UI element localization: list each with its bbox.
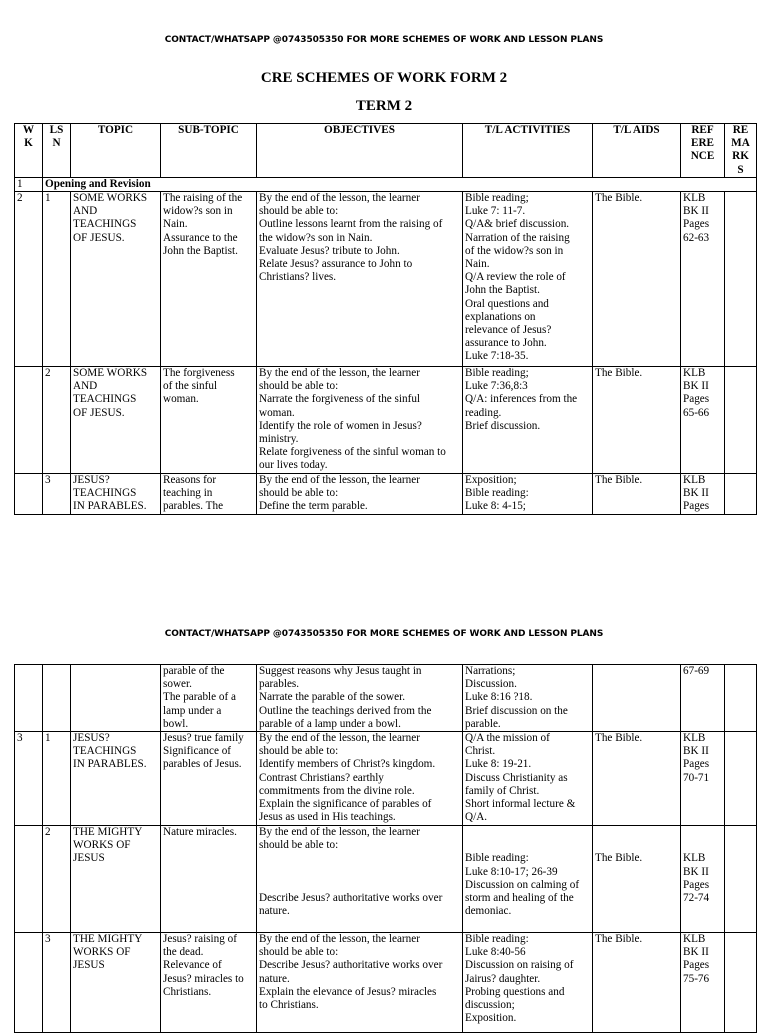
- cell-line: Bible reading;: [465, 367, 529, 380]
- cell-line: BK II: [683, 380, 709, 393]
- cell-line: of the sinful: [163, 380, 218, 393]
- document-title: CRE SCHEMES OF WORK FORM 2: [260, 70, 508, 86]
- cell-line: John the Baptist.: [163, 244, 238, 257]
- cell-line: should be able to:: [259, 380, 339, 393]
- lesson-cell: 1: [43, 192, 71, 367]
- cell-line: Narrations;: [465, 665, 516, 677]
- cell-line: Jairus? daughter.: [465, 972, 541, 985]
- remarks-cell: [725, 665, 757, 732]
- cell-line: By the end of the lesson, the learner: [259, 367, 420, 380]
- topic-cell: [71, 192, 161, 367]
- cell-line: KLB: [683, 933, 706, 946]
- cell-line: T/L AIDS: [613, 124, 660, 136]
- cell-line: The Bible.: [595, 474, 643, 487]
- cell-line: The Bible.: [595, 192, 643, 205]
- cell-line: Discussion.: [465, 678, 517, 691]
- cell-line: SOME WORKS: [73, 367, 148, 380]
- cell-line: K: [24, 137, 33, 150]
- cell-line: Luke 8:40-56: [465, 946, 526, 959]
- cell-line: T/L ACTIVITIES: [484, 124, 571, 136]
- cell-line: Explain the elevance of Jesus? miracles: [259, 985, 437, 998]
- cell-line: parable.: [465, 717, 501, 730]
- remarks-cell: [725, 367, 757, 474]
- cell-line: ministry.: [259, 433, 299, 446]
- cell-line: Narration of the raising: [465, 231, 570, 244]
- cell-line: 65-66: [683, 406, 710, 419]
- cell-line: the dead.: [163, 946, 204, 959]
- cell-line: Pages: [683, 959, 710, 972]
- week-cell: [15, 367, 43, 474]
- cell-line: RE: [732, 124, 749, 136]
- cell-line: Relevance of: [163, 959, 222, 972]
- contact-banner-bottom: CONTACT/WHATSAPP @0743505350 FOR MORE SCHEMES OF WORK AND LESSON PLANS: [164, 629, 604, 639]
- activities-cell: [463, 192, 593, 367]
- cell-line: parables.: [259, 678, 300, 691]
- cell-line: [595, 826, 678, 839]
- lesson-row: [15, 367, 757, 474]
- cell-line: Nain.: [465, 258, 490, 271]
- week-cell: [15, 933, 43, 1033]
- cell-line: Luke 8:16 ?18.: [465, 691, 533, 704]
- remarks-cell: [725, 826, 757, 933]
- lesson-row: [15, 933, 757, 1033]
- subtopic-cell: [161, 367, 257, 474]
- cell-line: By the end of the lesson, the learner: [259, 732, 420, 745]
- cell-line: Define the term parable.: [259, 500, 368, 513]
- table-header-row: [15, 124, 757, 178]
- header-aids: [593, 124, 681, 178]
- header-reference: [681, 124, 725, 178]
- cell-line: JESUS: [73, 959, 105, 972]
- header-remarks: [725, 124, 757, 178]
- cell-line: should be able to:: [259, 487, 339, 500]
- week-cell: 2: [15, 192, 43, 367]
- cell-line: By the end of the lesson, the learner: [259, 826, 420, 839]
- cell-line: [259, 866, 460, 879]
- cell-line: Outline lessons learnt from the raising of: [259, 218, 443, 231]
- cell-line: Reasons for: [163, 474, 217, 487]
- lesson-row: [15, 732, 757, 826]
- cell-line: parables. The: [163, 500, 224, 513]
- cell-line: Outline the teachings derived from the: [259, 704, 432, 717]
- cell-line: Bible reading:: [465, 487, 529, 500]
- cell-line: [465, 839, 590, 852]
- activities-cell: [463, 367, 593, 474]
- week-cell: 3: [15, 732, 43, 826]
- cell-line: Christ.: [465, 745, 496, 758]
- activities-cell: [463, 732, 593, 826]
- cell-line: W: [22, 124, 35, 136]
- lesson-cell: 3: [43, 933, 71, 1033]
- cell-line: By the end of the lesson, the learner: [259, 933, 420, 946]
- topic-cell: [71, 367, 161, 474]
- cell-line: Exposition.: [465, 1012, 517, 1025]
- cell-line: LS: [49, 124, 64, 136]
- cell-line: relevance of Jesus?: [465, 324, 552, 337]
- cell-line: Explain the significance of parables of: [259, 798, 432, 811]
- cell-line: OBJECTIVES: [324, 124, 395, 136]
- lesson-row: [15, 192, 757, 367]
- cell-line: parable of a lamp under a bowl.: [259, 717, 401, 730]
- cell-line: 75-76: [683, 972, 710, 985]
- aids-cell: [593, 367, 681, 474]
- lesson-row: [15, 474, 757, 515]
- cell-line: JESUS: [73, 852, 105, 865]
- cell-line: THE MIGHTY: [73, 933, 143, 946]
- cell-line: The Bible.: [595, 367, 643, 380]
- cell-line: The Bible.: [595, 933, 643, 946]
- cell-line: Oral questions and: [465, 297, 549, 310]
- cell-line: Christians.: [163, 985, 212, 998]
- aids-cell: [593, 665, 681, 732]
- contact-banner-top: CONTACT/WHATSAPP @0743505350 FOR MORE SCHEMES OF WORK AND LESSON PLANS: [164, 35, 604, 45]
- objectives-cell: [257, 192, 463, 367]
- reference-cell: [681, 474, 725, 515]
- cell-line: Short informal lecture &: [465, 798, 576, 811]
- cell-line: The raising of the: [163, 192, 243, 205]
- activities-cell: [463, 933, 593, 1033]
- cell-line: Suggest reasons why Jesus taught in: [259, 665, 422, 677]
- cell-line: The forgiveness: [163, 367, 235, 380]
- cell-line: family of Christ.: [465, 784, 540, 797]
- cell-line: TEACHINGS: [73, 393, 137, 406]
- activities-cell: [463, 826, 593, 933]
- cell-line: Luke 7:18-35.: [465, 350, 529, 363]
- cell-line: [465, 826, 590, 839]
- topic-cell: [71, 665, 161, 732]
- cell-line: AND: [73, 205, 98, 218]
- cell-line: 62-63: [683, 231, 710, 244]
- cell-line: Q/A& brief discussion.: [465, 218, 570, 231]
- cell-line: Evaluate Jesus? tribute to John.: [259, 244, 400, 257]
- cell-line: The Bible.: [595, 852, 643, 865]
- topic-cell: [71, 732, 161, 826]
- cell-line: BK II: [683, 865, 709, 878]
- cell-line: REF: [691, 124, 714, 136]
- cell-line: Q/A: inferences from the: [465, 393, 578, 406]
- cell-line: teaching in: [163, 487, 213, 500]
- cell-line: parable of the: [163, 665, 225, 677]
- cell-line: The Bible.: [595, 732, 643, 745]
- cell-line: Pages: [683, 878, 710, 891]
- cell-line: Nature miracles.: [163, 826, 237, 839]
- cell-line: Q/A.: [465, 811, 488, 824]
- cell-line: should be able to:: [259, 946, 339, 959]
- scheme-table-page-2: [14, 664, 757, 1033]
- cell-line: commitments from the divine role.: [259, 784, 415, 797]
- cell-line: KLB: [683, 852, 706, 865]
- cell-line: By the end of the lesson, the learner: [259, 192, 420, 205]
- objectives-cell: [257, 826, 463, 933]
- cell-line: assurance to John.: [465, 337, 547, 350]
- objectives-cell: [257, 367, 463, 474]
- lesson-cell: 2: [43, 826, 71, 933]
- remarks-cell: [725, 732, 757, 826]
- cell-line: Describe Jesus? authoritative works over: [259, 959, 443, 972]
- objectives-cell: [257, 732, 463, 826]
- cell-line: KLB: [683, 367, 706, 380]
- cell-line: Luke 7: 11-7.: [465, 205, 526, 218]
- cell-line: 72-74: [683, 892, 710, 905]
- cell-line: our lives today.: [259, 459, 328, 472]
- cell-line: Luke 8:10-17; 26-39: [465, 865, 558, 878]
- cell-line: of the widow?s son in: [465, 244, 564, 257]
- cell-line: Pages: [683, 500, 710, 513]
- cell-line: S: [737, 163, 744, 176]
- cell-line: Jesus as used in His teachings.: [259, 811, 396, 824]
- activities-cell: [463, 474, 593, 515]
- reference-cell: [681, 732, 725, 826]
- scheme-table-page-1: [14, 123, 757, 515]
- subtopic-cell: [161, 732, 257, 826]
- subtopic-cell: [161, 192, 257, 367]
- topic-cell: [71, 933, 161, 1033]
- header-wk: [15, 124, 43, 178]
- cell-line: TEACHINGS: [73, 745, 137, 758]
- cell-line: woman.: [259, 406, 295, 419]
- cell-line: [259, 879, 460, 892]
- cell-line: N: [52, 137, 61, 150]
- cell-line: Q/A the mission of: [465, 732, 550, 745]
- lesson-cell: 3: [43, 474, 71, 515]
- cell-line: reading.: [465, 406, 502, 419]
- aids-cell: [593, 474, 681, 515]
- cell-line: KLB: [683, 192, 706, 205]
- cell-line: SUB-TOPIC: [178, 124, 239, 136]
- cell-line: Discussion on raising of: [465, 959, 574, 972]
- cell-line: should be able to:: [259, 205, 339, 218]
- cell-line: Relate Jesus? assurance to John to: [259, 258, 413, 271]
- cell-line: BK II: [683, 487, 709, 500]
- cell-line: Nain.: [163, 218, 188, 231]
- cell-line: to Christians.: [259, 999, 319, 1012]
- cell-line: BK II: [683, 946, 709, 959]
- cell-line: Significance of: [163, 745, 232, 758]
- cell-line: AND: [73, 380, 98, 393]
- cell-line: parables of Jesus.: [163, 758, 242, 771]
- cell-line: JESUS?: [73, 732, 110, 745]
- term-heading: TERM 2: [355, 98, 413, 114]
- cell-line: Bible reading;: [465, 192, 529, 205]
- lesson-row: [15, 826, 757, 933]
- cell-line: nature.: [259, 905, 290, 918]
- cell-line: Exposition;: [465, 474, 517, 487]
- cell-line: Narrate the forgiveness of the sinful: [259, 393, 421, 406]
- lesson-cell: [43, 665, 71, 732]
- cell-line: Identify members of Christ?s kingdom.: [259, 758, 436, 771]
- cell-line: John the Baptist.: [465, 284, 540, 297]
- header-objectives: [257, 124, 463, 178]
- week-cell: [15, 474, 43, 515]
- cell-line: Describe Jesus? authoritative works over: [259, 892, 443, 905]
- cell-line: Jesus? raising of: [163, 933, 237, 946]
- cell-line: Jesus? true family: [163, 732, 244, 745]
- reference-cell: [681, 826, 725, 933]
- cell-line: [259, 852, 460, 865]
- aids-cell: [593, 826, 681, 933]
- cell-line: Luke 7:36,8:3: [465, 380, 528, 393]
- cell-line: NCE: [690, 150, 715, 163]
- subtopic-cell: [161, 933, 257, 1033]
- header-subtopic: [161, 124, 257, 178]
- week-cell: [15, 826, 43, 933]
- cell-line: Narrate the parable of the sower.: [259, 691, 405, 704]
- cell-line: BK II: [683, 745, 709, 758]
- cell-line: Bible reading:: [465, 852, 529, 865]
- cell-line: 70-71: [683, 771, 710, 784]
- cell-line: explanations on: [465, 310, 536, 323]
- lesson-cell: 1: [43, 732, 71, 826]
- cell-line: JESUS?: [73, 474, 110, 487]
- cell-line: the widow?s son in Nain.: [259, 231, 373, 244]
- aids-cell: [593, 192, 681, 367]
- cell-line: lamp under a: [163, 704, 222, 717]
- aids-cell: [593, 732, 681, 826]
- cell-line: [595, 839, 678, 852]
- cell-line: ERE: [690, 137, 714, 150]
- cell-line: Brief discussion.: [465, 419, 541, 432]
- reference-cell: [681, 933, 725, 1033]
- reference-cell: [681, 192, 725, 367]
- cell-line: bowl.: [163, 717, 189, 730]
- cell-line: The parable of a: [163, 691, 236, 704]
- objectives-cell: [257, 474, 463, 515]
- cell-line: OF JESUS.: [73, 406, 125, 419]
- remarks-cell: [725, 933, 757, 1033]
- cell-line: OF JESUS.: [73, 231, 125, 244]
- aids-cell: [593, 933, 681, 1033]
- cell-line: SOME WORKS: [73, 192, 148, 205]
- cell-line: MA: [731, 137, 750, 150]
- cell-line: Pages: [683, 758, 710, 771]
- cell-line: KLB: [683, 474, 706, 487]
- cell-line: Assurance to the: [163, 231, 238, 244]
- cell-line: TEACHINGS: [73, 218, 137, 231]
- cell-line: THE MIGHTY: [73, 826, 143, 839]
- cell-line: storm and healing of the: [465, 892, 574, 905]
- cell-line: WORKS OF: [73, 946, 131, 959]
- cell-line: Bible reading:: [465, 933, 529, 946]
- objectives-cell: [257, 665, 463, 732]
- reference-cell: [681, 367, 725, 474]
- cell-line: sower.: [163, 678, 192, 691]
- cell-line: Relate forgiveness of the sinful woman to: [259, 446, 446, 459]
- cell-line: Luke 8: 19-21.: [465, 758, 532, 771]
- header-lsn: [43, 124, 71, 178]
- cell-line: WORKS OF: [73, 839, 131, 852]
- remarks-cell: [725, 474, 757, 515]
- cell-line: Jesus? miracles to: [163, 972, 244, 985]
- opening-row: [15, 177, 757, 191]
- cell-line: By the end of the lesson, the learner: [259, 474, 420, 487]
- reference-cell: [681, 665, 725, 732]
- cell-line: widow?s son in: [163, 205, 233, 218]
- cell-line: [683, 826, 722, 839]
- cell-line: TEACHINGS: [73, 487, 137, 500]
- cell-line: 67-69: [683, 665, 710, 677]
- subtopic-cell: [161, 826, 257, 933]
- objectives-cell: [257, 933, 463, 1033]
- cell-line: Q/A review the role of: [465, 271, 566, 284]
- opening-text: Opening and Revision: [43, 177, 757, 191]
- cell-line: [683, 839, 722, 852]
- cell-line: should be able to:: [259, 745, 339, 758]
- cell-line: TOPIC: [97, 124, 134, 136]
- topic-cell: [71, 826, 161, 933]
- cell-line: Contrast Christians? earthly: [259, 771, 384, 784]
- cell-line: Pages: [683, 393, 710, 406]
- remarks-cell: [725, 192, 757, 367]
- cell-line: Luke 8: 4-15;: [465, 500, 526, 513]
- week-cell: [15, 665, 43, 732]
- cell-line: Discuss Christianity as: [465, 771, 568, 784]
- cell-line: Brief discussion on the: [465, 704, 568, 717]
- subtopic-cell: [161, 665, 257, 732]
- cell-line: Christians? lives.: [259, 271, 337, 284]
- cell-line: nature.: [259, 972, 290, 985]
- cell-line: demoniac.: [465, 905, 512, 918]
- header-topic: [71, 124, 161, 178]
- cell-line: BK II: [683, 205, 709, 218]
- cell-line: Discussion on calming of: [465, 878, 580, 891]
- cell-line: discussion;: [465, 999, 515, 1012]
- cell-line: Probing questions and: [465, 985, 565, 998]
- cell-line: Pages: [683, 218, 710, 231]
- cell-line: RK: [732, 150, 749, 163]
- cell-line: IN PARABLES.: [73, 758, 147, 771]
- cell-line: woman.: [163, 393, 199, 406]
- cell-line: IN PARABLES.: [73, 500, 147, 513]
- lesson-row: [15, 665, 757, 732]
- activities-cell: [463, 665, 593, 732]
- opening-week: 1: [15, 177, 43, 191]
- subtopic-cell: [161, 474, 257, 515]
- lesson-cell: 2: [43, 367, 71, 474]
- topic-cell: [71, 474, 161, 515]
- header-activities: [463, 124, 593, 178]
- cell-line: should be able to:: [259, 839, 339, 852]
- cell-line: Identify the role of women in Jesus?: [259, 419, 422, 432]
- cell-line: KLB: [683, 732, 706, 745]
